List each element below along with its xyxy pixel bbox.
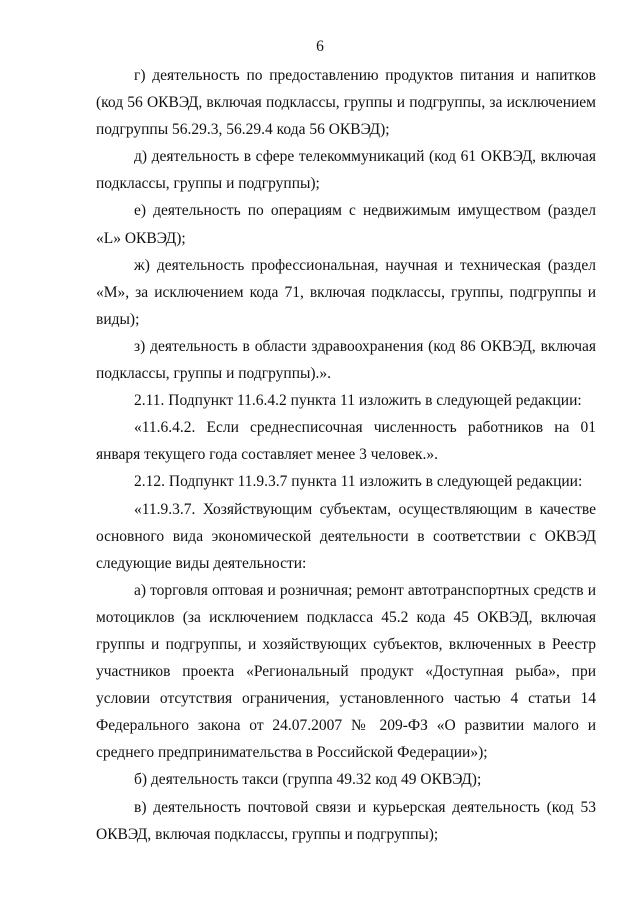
paragraph-d: д) деятельность в сфере телекоммуникаций (код 61 ОКВЭД, включая подклассы, группы и подгруппы); (96, 148, 596, 193)
paragraph-e: е) деятельность по операциям с недвижимым имуществом (раздел «L» ОКВЭД); (96, 202, 596, 247)
page-number: 6 (316, 38, 324, 55)
paragraph-11-9-3-7: «11.9.3.7. Хозяйствующим субъектам, осуществляющим в качестве основного вида экономической деятельности в соответствии с ОКВЭД следующие виды деятельности: (96, 500, 596, 572)
paragraph-11-6-4-2: «11.6.4.2. Если среднесписочная численность работников на 01 января текущего года составляет менее 3 человек.». (96, 419, 596, 464)
paragraph-zh: ж) деятельность профессиональная, научная и техническая (раздел «М», за исключением кода 71, включая подклассы, группы, подгруппы и виды); (96, 256, 596, 328)
paragraph-g: г) деятельность по предоставлению продуктов питания и напитков (код 56 ОКВЭД, включая подклассы, группы и подгруппы, за исключением подгруппы 56.29.3, 56.29.4 кода 56 ОКВЭД); (96, 67, 596, 139)
paragraph-2-11: 2.11. Подпункт 11.6.4.2 пункта 11 изложить в следующей редакции: (134, 392, 582, 410)
paragraph-2-12: 2.12. Подпункт 11.9.3.7 пункта 11 изложить в следующей редакции: (134, 473, 583, 491)
paragraph-b: б) деятельность такси (группа 49.32 код 49 ОКВЭД); (134, 771, 482, 789)
paragraph-z: з) деятельность в области здравоохранения (код 86 ОКВЭД, включая подклассы, группы и подгруппы).». (96, 337, 596, 383)
document-body (96, 62, 596, 848)
paragraph-v: в) деятельность почтовой связи и курьерская деятельность (код 53 ОКВЭД, включая подклассы, группы и подгруппы); (96, 798, 596, 843)
paragraph-a: а) торговля оптовая и розничная; ремонт автотранспортных средств и мотоциклов (за исключением подкласса 45.2 кода 45 ОКВЭД, включая группы и подгруппы, и хозяйствующих субъектов, включенных в Реестр участников проекта «Региональный продукт «Доступная рыба», при условии отсутствия ограничения, установленного частью 4 статьи 14 Федерального закона от 24.07.2007 № 209-ФЗ «О развитии малого и среднего предпринимательства в Российской Федерации»); (96, 581, 596, 762)
